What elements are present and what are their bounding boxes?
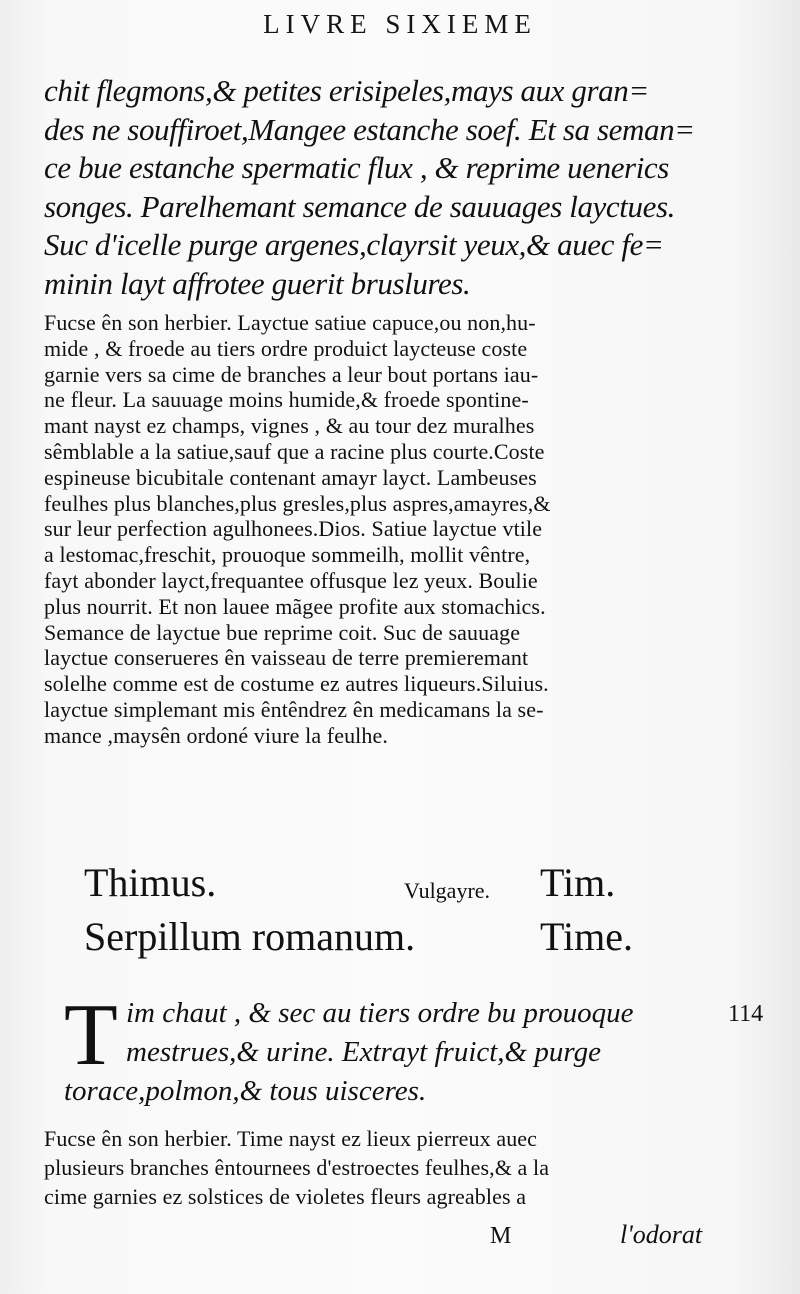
- text-line: espineuse bicubitale contenant amayr layct. Lambeuses: [44, 464, 537, 490]
- italic-paragraph: [44, 72, 734, 303]
- text-line: Semance de layctue bue reprime coit. Suc de sauuage: [44, 619, 521, 645]
- text-line: des ne souffiroet,Mangee estanche soef. Et sa seman=: [44, 111, 695, 147]
- signature-mark: M: [490, 1223, 512, 1249]
- text-line: torace,polmon,& tous uisceres.: [64, 1075, 427, 1107]
- text-line: sur leur perfection agulhonees.Dios. Satiue layctue vtile: [44, 516, 543, 542]
- commentary-paragraph-2: [44, 1124, 734, 1211]
- catchword: l'odorat: [620, 1220, 703, 1249]
- latin-name-1: Thimus.: [84, 860, 217, 905]
- text-line: mestrues,& urine. Extrayt fruict,& purge: [126, 1036, 601, 1068]
- text-line: layctue simplemant mis êntêndrez ên medicamans la se-: [44, 696, 544, 722]
- text-line: Fucse ên son herbier. Time nayst ez lieux pierreux auec: [44, 1126, 538, 1151]
- commentary-paragraph: [44, 310, 734, 749]
- vulgar-label: Vulgayre.: [404, 878, 491, 903]
- text-line: ne fleur. La sauuage moins humide,& froede spontine-: [44, 387, 529, 413]
- text-line: mance ,maysên ordoné viure la feulhe.: [44, 722, 388, 748]
- text-line: im chaut , & sec au tiers ordre bu prouoque: [126, 997, 634, 1029]
- text-line: Fucse ên son herbier. Layctue satiue capuce,ou non,hu-: [44, 310, 536, 335]
- text-line: mant nayst ez champs, vignes , & au tour dez muralhes: [44, 413, 535, 439]
- text-line: feulhes plus blanches,plus gresles,plus aspres,amayres,&: [44, 490, 551, 516]
- text-line: chit flegmons,& petites erisipeles,mays aux gran=: [44, 73, 649, 108]
- text-line: sêmblable a la satiue,sauf que a racine plus courte.Coste: [44, 438, 545, 464]
- page-number: 114: [728, 1001, 764, 1027]
- text-line: minin layt affrotee guerit bruslures.: [44, 265, 471, 301]
- text-line: Suc d'icelle purge argenes,clayrsit yeux,& auec fe=: [44, 227, 664, 262]
- text-line: solelhe comme est de costume ez autres liqueurs.Siluius.: [44, 671, 549, 697]
- tim-intro-paragraph: [64, 987, 744, 1110]
- text-line: cime garnies ez solstices de violetes fleurs agreables a: [44, 1184, 527, 1209]
- text-line: songes. Parelhemant semance de sauuages layctues.: [44, 188, 675, 224]
- drop-cap: T: [64, 987, 118, 1084]
- text-line: ce bue estanche spermatic flux , & reprime uenerics: [44, 150, 669, 185]
- latin-name-2: Serpillum romanum.: [84, 914, 416, 959]
- french-name-1: Tim.: [540, 860, 616, 905]
- french-name-2: Time.: [540, 914, 634, 959]
- text-line: plus nourrit. Et non lauee mãgee profite aux stomachics.: [44, 593, 546, 619]
- text-line: layctue conserueres ên vaisseau de terre premieremant: [44, 645, 529, 671]
- text-line: plusieurs branches êntournees d'estroectes feulhes,& a la: [44, 1155, 550, 1180]
- text-line: fayt abonder layct,frequantee offusque lez yeux. Boulie: [44, 567, 538, 593]
- text-line: mide , & froede au tiers ordre produict laycteuse coste: [44, 335, 528, 361]
- text-line: a lestomac,freschit, prouoque sommeilh, mollit vêntre,: [44, 542, 531, 568]
- text-line: garnie vers sa cime de branches a leur bout portans iau-: [44, 361, 539, 387]
- plant-name-heading: [84, 856, 724, 966]
- running-header: LIVRE SIXIEME: [263, 9, 537, 39]
